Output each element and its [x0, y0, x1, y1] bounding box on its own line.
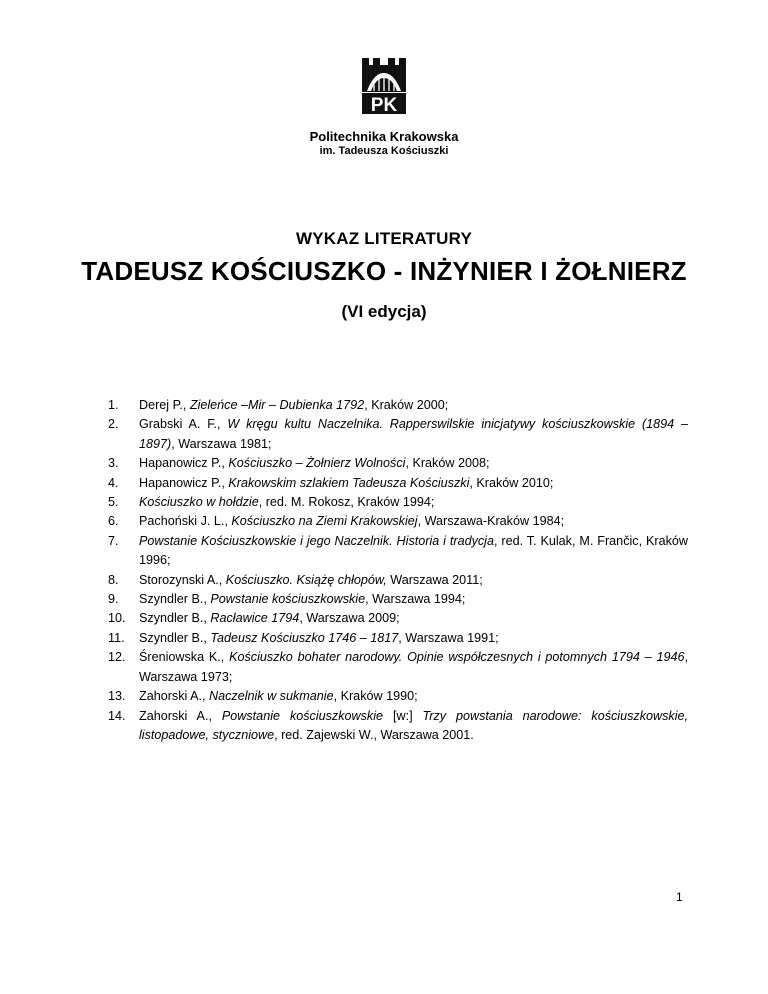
bibliography-entry: [108, 707, 688, 746]
entry-title-italic: Powstanie kościuszkowskie: [221, 708, 384, 723]
entry-text: Pachoński J. L.,: [139, 514, 232, 529]
document-title: TADEUSZ KOŚCIUSZKO - INŻYNIER I ŻOŁNIERZ: [81, 256, 687, 286]
bibliography-entry: [108, 609, 688, 628]
entry-title-italic: Kościuszko. Książę chłopów,: [225, 572, 387, 587]
entry-number: 8.: [108, 572, 119, 587]
svg-text:PK: PK: [370, 95, 398, 116]
entry-title-italic: Kościuszko – Żołnierz Wolności: [228, 456, 406, 471]
entry-text: Śreniowska K.,: [139, 650, 230, 665]
entry-number: 13.: [108, 689, 126, 704]
institution-logo-block: [0, 54, 768, 158]
entry-text: Szyndler B.,: [139, 611, 211, 626]
entry-text: , Warszawa 1991;: [398, 630, 499, 645]
entry-title-italic: Powstanie kościuszkowskie: [210, 592, 366, 607]
entry-number: 7.: [108, 533, 119, 548]
bibliography-entry: [108, 648, 688, 687]
bibliography-entry: [108, 629, 688, 648]
entry-number: 5.: [108, 495, 119, 510]
entry-title-italic: Tadeusz Kościuszko 1746 – 1817: [210, 630, 399, 645]
institution-subtitle: im. Tadeusza Kościuszki: [319, 145, 449, 157]
entry-title-italic: Racławice 1794: [210, 611, 300, 626]
entry-text: , Kraków 2000;: [364, 398, 449, 412]
university-logo: [326, 54, 442, 122]
edition-label: (VI edycja): [341, 302, 427, 321]
entry-text: , red. M. Rokosz, Kraków 1994;: [258, 495, 435, 510]
bibliography-entry: [108, 571, 688, 590]
university-crest-icon: [326, 54, 442, 122]
entry-title-italic: Kościuszko bohater narodowy. Opinie współczesnych i potomnych 1794 – 1946: [229, 650, 685, 665]
entry-number: 9.: [108, 592, 119, 607]
entry-number: 1.: [108, 398, 119, 412]
entry-text: , Warszawa 1994;: [365, 592, 466, 607]
entry-text: Szyndler B.,: [139, 592, 211, 607]
entry-number: 2.: [108, 417, 119, 432]
institution-name: Politechnika Krakowska: [309, 129, 459, 144]
entry-title-italic: W kręgu kultu Naczelnika. Rapperswilskie inicjatywy kościuszkowskie (1894 – 1897): [139, 417, 688, 451]
entry-title-italic: Krakowskim szlakiem Tadeusza Kościuszki: [228, 475, 470, 490]
bibliography-entry: [108, 474, 688, 493]
entry-number: 6.: [108, 514, 119, 529]
entry-text: Warszawa 2011;: [386, 572, 483, 587]
entry-number: 12.: [108, 650, 126, 665]
entry-text: , red. T. Kulak, M. Frančic, Kraków 1996;: [139, 533, 688, 568]
entry-text: , Kraków 2008;: [405, 456, 490, 471]
entry-text: Zahorski A.,: [139, 689, 209, 704]
entry-number: 10.: [108, 611, 126, 626]
entry-title-italic: Naczelnik w sukmanie: [209, 689, 334, 704]
bibliography-entry: [108, 590, 688, 609]
entry-title-italic: Kościuszko na Ziemi Krakowskiej: [231, 514, 418, 529]
entry-text: Grabski A. F.,: [139, 417, 228, 432]
bibliography-entry: [108, 415, 688, 454]
entry-number: 4.: [108, 475, 119, 490]
entry-text: , red. Zajewski W., Warszawa 2001.: [274, 727, 474, 742]
bibliography-entry: [108, 512, 688, 531]
entry-text: Zahorski A.,: [139, 708, 222, 723]
entry-text: Hapanowicz P.,: [139, 475, 229, 490]
entry-text: Derej P.,: [139, 398, 190, 412]
entry-title-italic: Kościuszko w hołdzie: [139, 495, 259, 510]
entry-text: , Warszawa 1973;: [139, 650, 688, 684]
entry-number: 11.: [108, 630, 125, 645]
entry-title-italic: Trzy powstania narodowe: kościuszkowskie, listopadowe, styczniowe: [139, 708, 688, 742]
entry-title-italic: Zieleńce –Mir – Dubienka 1792: [189, 398, 365, 412]
bibliography-entry: [108, 396, 688, 415]
bibliography-entry: [108, 493, 688, 512]
entry-text: , Warszawa-Kraków 1984;: [417, 514, 565, 529]
entry-text: [w:]: [383, 708, 423, 723]
bibliography-entry: [108, 687, 688, 706]
entry-text: Hapanowicz P.,: [139, 456, 229, 471]
bibliography-entry: [108, 532, 688, 571]
entry-text: Storozynski A.,: [139, 572, 226, 587]
entry-text: , Kraków 1990;: [333, 689, 418, 704]
bibliography-list: [108, 396, 688, 745]
entry-number: 3.: [108, 456, 119, 471]
entry-text: , Kraków 2010;: [469, 475, 554, 490]
bibliography-entry: [108, 454, 688, 473]
entry-number: 14.: [108, 708, 126, 723]
list-heading: WYKAZ LITERATURY: [295, 229, 472, 248]
page-number: 1: [676, 890, 683, 904]
entry-text: Szyndler B.,: [139, 630, 211, 645]
entry-title-italic: Powstanie Kościuszkowskie i jego Naczelnik. Historia i tradycja: [139, 533, 494, 548]
entry-text: , Warszawa 2009;: [299, 611, 400, 626]
entry-text: , Warszawa 1981;: [171, 436, 272, 451]
